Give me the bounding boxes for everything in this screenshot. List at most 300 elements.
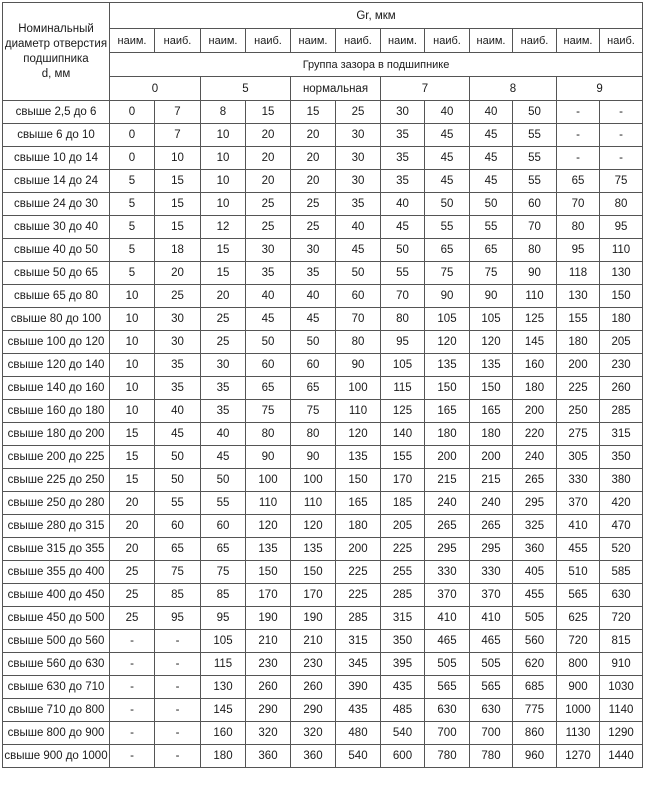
min-clearance-cell: 410 — [557, 515, 600, 538]
min-clearance-cell: 10 — [201, 170, 246, 193]
min-clearance-cell: 35 — [381, 170, 425, 193]
min-clearance-cell: 0 — [110, 124, 155, 147]
min-clearance-cell: 45 — [381, 216, 425, 239]
min-clearance-cell: 180 — [557, 331, 600, 354]
diameter-range-cell: свыше 180 до 200 — [3, 423, 110, 446]
max-clearance-cell: 350 — [600, 446, 643, 469]
max-clearance-cell: 90 — [425, 285, 470, 308]
max-clearance-cell: 630 — [600, 584, 643, 607]
table-row — [3, 262, 643, 285]
max-clearance-cell: 960 — [513, 745, 557, 768]
max-clearance-cell: 150 — [600, 285, 643, 308]
table-row — [3, 630, 643, 653]
min-clearance-cell: 65 — [470, 239, 513, 262]
max-clearance-cell: 30 — [155, 331, 201, 354]
max-clearance-cell: 30 — [246, 239, 291, 262]
max-clearance-cell: 165 — [336, 492, 381, 515]
table-row — [3, 170, 643, 193]
max-clearance-cell: 200 — [336, 538, 381, 561]
max-clearance-cell: 60 — [513, 193, 557, 216]
table-row — [3, 147, 643, 170]
max-clearance-cell: 480 — [336, 722, 381, 745]
min-clearance-cell: 15 — [110, 469, 155, 492]
max-clearance-cell: 560 — [513, 630, 557, 653]
table-row — [3, 423, 643, 446]
min-clearance-cell: 130 — [557, 285, 600, 308]
max-clearance-cell: 240 — [513, 446, 557, 469]
max-clearance-cell: 110 — [600, 239, 643, 262]
max-clearance-cell: 315 — [600, 423, 643, 446]
min-clearance-cell: 275 — [557, 423, 600, 446]
min-clearance-cell: 565 — [470, 676, 513, 699]
max-clearance-cell: 345 — [336, 653, 381, 676]
diameter-range-cell: свыше 50 до 65 — [3, 262, 110, 285]
max-clearance-cell: 860 — [513, 722, 557, 745]
max-clearance-cell: 60 — [155, 515, 201, 538]
min-clearance-cell: 25 — [291, 193, 336, 216]
max-clearance-cell: 420 — [600, 492, 643, 515]
min-clearance-cell: 215 — [470, 469, 513, 492]
min-clearance-cell: 10 — [110, 354, 155, 377]
max-clearance-cell: 50 — [246, 331, 291, 354]
min-header: наим. — [557, 29, 600, 53]
min-clearance-cell: 65 — [291, 377, 336, 400]
min-clearance-cell: 120 — [470, 331, 513, 354]
max-clearance-cell: 95 — [155, 607, 201, 630]
max-clearance-cell: 145 — [513, 331, 557, 354]
max-clearance-cell: 7 — [155, 101, 201, 124]
max-clearance-cell: 685 — [513, 676, 557, 699]
table-row — [3, 239, 643, 262]
min-clearance-cell: 20 — [110, 538, 155, 561]
table-row — [3, 607, 643, 630]
min-clearance-cell: 80 — [381, 308, 425, 331]
max-clearance-cell: 55 — [513, 124, 557, 147]
min-clearance-cell: 1000 — [557, 699, 600, 722]
max-clearance-cell: 315 — [336, 630, 381, 653]
min-clearance-cell: 140 — [381, 423, 425, 446]
diameter-range-cell: свыше 24 до 30 — [3, 193, 110, 216]
max-clearance-cell: 435 — [336, 699, 381, 722]
max-clearance-cell: 100 — [336, 377, 381, 400]
max-clearance-cell: 620 — [513, 653, 557, 676]
min-clearance-cell: 115 — [201, 653, 246, 676]
max-clearance-cell: 135 — [336, 446, 381, 469]
min-clearance-cell: 5 — [110, 170, 155, 193]
table-row — [3, 515, 643, 538]
max-clearance-cell: 65 — [155, 538, 201, 561]
min-clearance-cell: 45 — [291, 308, 336, 331]
max-clearance-cell: 30 — [336, 147, 381, 170]
min-clearance-cell: 170 — [381, 469, 425, 492]
max-clearance-cell: - — [155, 699, 201, 722]
max-clearance-cell: 40 — [246, 285, 291, 308]
max-header: наиб. — [425, 29, 470, 53]
group-header: 0 — [110, 77, 201, 101]
max-clearance-cell: 505 — [425, 653, 470, 676]
max-clearance-cell: 70 — [336, 308, 381, 331]
diameter-range-cell: свыше 2,5 до 6 — [3, 101, 110, 124]
min-clearance-cell: 630 — [470, 699, 513, 722]
min-clearance-cell: 10 — [110, 377, 155, 400]
min-clearance-cell: 100 — [291, 469, 336, 492]
min-clearance-cell: 330 — [557, 469, 600, 492]
table-row — [3, 331, 643, 354]
min-clearance-cell: 35 — [381, 124, 425, 147]
min-clearance-cell: 110 — [291, 492, 336, 515]
min-clearance-cell: 165 — [470, 400, 513, 423]
min-clearance-cell: 70 — [381, 285, 425, 308]
min-clearance-cell: 115 — [381, 377, 425, 400]
min-clearance-cell: 55 — [470, 216, 513, 239]
table-row — [3, 745, 643, 768]
min-clearance-cell: 20 — [110, 515, 155, 538]
max-clearance-cell: 1290 — [600, 722, 643, 745]
max-clearance-cell: - — [155, 676, 201, 699]
max-clearance-cell: 520 — [600, 538, 643, 561]
max-clearance-cell: 105 — [425, 308, 470, 331]
gr-header: Gr, мкм — [110, 3, 643, 29]
min-clearance-cell: 50 — [291, 331, 336, 354]
min-clearance-cell: 25 — [110, 584, 155, 607]
max-clearance-cell: 150 — [246, 561, 291, 584]
max-clearance-cell: 410 — [425, 607, 470, 630]
min-clearance-cell: 155 — [381, 446, 425, 469]
max-clearance-cell: 30 — [336, 170, 381, 193]
diameter-range-cell: свыше 630 до 710 — [3, 676, 110, 699]
max-clearance-cell: 25 — [246, 216, 291, 239]
min-clearance-cell: 510 — [557, 561, 600, 584]
min-clearance-cell: 65 — [201, 538, 246, 561]
min-clearance-cell: 160 — [201, 722, 246, 745]
min-clearance-cell: 40 — [201, 423, 246, 446]
table-row — [3, 193, 643, 216]
max-clearance-cell: 455 — [513, 584, 557, 607]
min-clearance-cell: 25 — [110, 607, 155, 630]
diameter-header-line4: d, мм — [41, 67, 71, 80]
min-clearance-cell: 255 — [381, 561, 425, 584]
max-clearance-cell: 180 — [425, 423, 470, 446]
min-clearance-cell: 780 — [470, 745, 513, 768]
max-clearance-cell: 285 — [600, 400, 643, 423]
min-clearance-cell: - — [557, 101, 600, 124]
min-clearance-cell: 1130 — [557, 722, 600, 745]
max-clearance-cell: 50 — [155, 469, 201, 492]
min-clearance-cell: 20 — [110, 492, 155, 515]
max-clearance-cell: 18 — [155, 239, 201, 262]
min-clearance-cell: 360 — [291, 745, 336, 768]
min-clearance-cell: 900 — [557, 676, 600, 699]
max-clearance-cell: 330 — [425, 561, 470, 584]
min-clearance-cell: 5 — [110, 216, 155, 239]
min-clearance-cell: 410 — [470, 607, 513, 630]
diameter-header — [3, 3, 110, 101]
max-clearance-cell: 215 — [425, 469, 470, 492]
max-clearance-cell: 200 — [425, 446, 470, 469]
min-clearance-cell: 180 — [201, 745, 246, 768]
min-clearance-cell: 15 — [201, 262, 246, 285]
max-clearance-cell: 90 — [246, 446, 291, 469]
min-clearance-cell: 105 — [470, 308, 513, 331]
max-clearance-cell: 55 — [513, 147, 557, 170]
min-clearance-cell: 5 — [110, 262, 155, 285]
max-clearance-cell: 65 — [246, 377, 291, 400]
min-clearance-cell: 225 — [381, 538, 425, 561]
max-clearance-cell: 230 — [600, 354, 643, 377]
min-clearance-cell: 50 — [381, 239, 425, 262]
min-header: наим. — [291, 29, 336, 53]
max-clearance-cell: 405 — [513, 561, 557, 584]
max-clearance-cell: 700 — [425, 722, 470, 745]
min-clearance-cell: 12 — [201, 216, 246, 239]
max-clearance-cell: 95 — [600, 216, 643, 239]
max-clearance-cell: 180 — [600, 308, 643, 331]
min-clearance-cell: 15 — [110, 423, 155, 446]
max-clearance-cell: 205 — [600, 331, 643, 354]
diameter-range-cell: свыше 40 до 50 — [3, 239, 110, 262]
min-clearance-cell: 90 — [470, 285, 513, 308]
table-row — [3, 469, 643, 492]
min-clearance-cell: 65 — [557, 170, 600, 193]
diameter-range-cell: свыше 450 до 500 — [3, 607, 110, 630]
group-title: Группа зазора в подшипнике — [110, 53, 643, 77]
group-header: 7 — [381, 77, 470, 101]
max-clearance-cell: 130 — [600, 262, 643, 285]
min-clearance-cell: 40 — [291, 285, 336, 308]
min-clearance-cell: 190 — [291, 607, 336, 630]
min-clearance-cell: 180 — [470, 423, 513, 446]
max-clearance-cell: 360 — [246, 745, 291, 768]
min-clearance-cell: 75 — [470, 262, 513, 285]
min-clearance-cell: 30 — [291, 239, 336, 262]
max-clearance-cell: 90 — [336, 354, 381, 377]
max-clearance-cell: 7 — [155, 124, 201, 147]
min-clearance-cell: 10 — [201, 147, 246, 170]
min-header: наим. — [201, 29, 246, 53]
max-clearance-cell: 200 — [513, 400, 557, 423]
table-row — [3, 101, 643, 124]
max-clearance-cell: 135 — [246, 538, 291, 561]
max-clearance-cell: 25 — [155, 285, 201, 308]
min-clearance-cell: 80 — [291, 423, 336, 446]
diameter-range-cell: свыше 280 до 315 — [3, 515, 110, 538]
max-clearance-cell: 15 — [155, 216, 201, 239]
diameter-range-cell: свыше 500 до 560 — [3, 630, 110, 653]
table-row — [3, 492, 643, 515]
min-clearance-cell: 95 — [201, 607, 246, 630]
max-header: наиб. — [600, 29, 643, 53]
max-clearance-cell: 565 — [425, 676, 470, 699]
min-clearance-cell: 55 — [381, 262, 425, 285]
min-clearance-cell: 145 — [201, 699, 246, 722]
max-clearance-cell: 60 — [336, 285, 381, 308]
min-clearance-cell: 155 — [557, 308, 600, 331]
max-clearance-cell: 720 — [600, 607, 643, 630]
min-clearance-cell: 80 — [557, 216, 600, 239]
max-clearance-cell: 20 — [246, 124, 291, 147]
diameter-range-cell: свыше 315 до 355 — [3, 538, 110, 561]
max-clearance-cell: 110 — [246, 492, 291, 515]
max-clearance-cell: 75 — [600, 170, 643, 193]
max-clearance-cell: 20 — [246, 170, 291, 193]
min-clearance-cell: 35 — [201, 400, 246, 423]
min-clearance-cell: 55 — [201, 492, 246, 515]
min-clearance-cell: 118 — [557, 262, 600, 285]
min-clearance-cell: 250 — [557, 400, 600, 423]
min-clearance-cell: 135 — [291, 538, 336, 561]
max-clearance-cell: 55 — [155, 492, 201, 515]
min-clearance-cell: 135 — [470, 354, 513, 377]
diameter-header-line2: диаметр отверстия — [4, 37, 108, 50]
min-clearance-cell: 0 — [110, 101, 155, 124]
min-clearance-cell: 35 — [381, 147, 425, 170]
max-clearance-cell: 470 — [600, 515, 643, 538]
max-clearance-cell: 160 — [513, 354, 557, 377]
group-header: 8 — [470, 77, 557, 101]
min-clearance-cell: 40 — [470, 101, 513, 124]
max-clearance-cell: - — [600, 147, 643, 170]
table-row — [3, 354, 643, 377]
min-clearance-cell: 75 — [201, 561, 246, 584]
max-clearance-cell: 30 — [336, 124, 381, 147]
max-header: наиб. — [155, 29, 201, 53]
min-clearance-cell: - — [557, 124, 600, 147]
max-clearance-cell: 320 — [246, 722, 291, 745]
diameter-range-cell: свыше 80 до 100 — [3, 308, 110, 331]
max-clearance-cell: 150 — [336, 469, 381, 492]
min-clearance-cell: 455 — [557, 538, 600, 561]
diameter-range-cell: свыше 355 до 400 — [3, 561, 110, 584]
min-clearance-cell: 20 — [291, 124, 336, 147]
max-clearance-cell: 225 — [336, 584, 381, 607]
max-clearance-cell: 1440 — [600, 745, 643, 768]
min-clearance-cell: 25 — [291, 216, 336, 239]
min-clearance-cell: 25 — [110, 561, 155, 584]
max-header: наиб. — [513, 29, 557, 53]
min-clearance-cell: 700 — [470, 722, 513, 745]
max-clearance-cell: 30 — [155, 308, 201, 331]
max-clearance-cell: 70 — [513, 216, 557, 239]
table-row — [3, 538, 643, 561]
max-clearance-cell: 220 — [513, 423, 557, 446]
max-clearance-cell: 100 — [246, 469, 291, 492]
min-clearance-cell: 240 — [470, 492, 513, 515]
min-clearance-cell: 70 — [557, 193, 600, 216]
table-row — [3, 285, 643, 308]
max-clearance-cell: 15 — [155, 170, 201, 193]
min-clearance-cell: 15 — [201, 239, 246, 262]
table-row — [3, 699, 643, 722]
max-clearance-cell: 295 — [513, 492, 557, 515]
max-clearance-cell: 260 — [600, 377, 643, 400]
min-clearance-cell: 45 — [470, 124, 513, 147]
max-clearance-cell: - — [155, 745, 201, 768]
max-clearance-cell: 150 — [425, 377, 470, 400]
max-clearance-cell: - — [155, 630, 201, 653]
max-clearance-cell: 505 — [513, 607, 557, 630]
max-clearance-cell: 35 — [336, 193, 381, 216]
max-clearance-cell: 25 — [246, 193, 291, 216]
min-clearance-cell: - — [110, 722, 155, 745]
max-clearance-cell: 260 — [246, 676, 291, 699]
min-clearance-cell: 10 — [201, 193, 246, 216]
diameter-range-cell: свыше 560 до 630 — [3, 653, 110, 676]
min-clearance-cell: 370 — [470, 584, 513, 607]
max-clearance-cell: 55 — [425, 216, 470, 239]
min-clearance-cell: 200 — [557, 354, 600, 377]
max-clearance-cell: 50 — [336, 262, 381, 285]
max-clearance-cell: 265 — [425, 515, 470, 538]
min-clearance-cell: 60 — [201, 515, 246, 538]
diameter-range-cell: свыше 10 до 14 — [3, 147, 110, 170]
min-clearance-cell: 85 — [201, 584, 246, 607]
max-clearance-cell: 40 — [425, 101, 470, 124]
max-clearance-cell: 225 — [336, 561, 381, 584]
min-clearance-cell: 25 — [201, 308, 246, 331]
min-header: наим. — [381, 29, 425, 53]
min-clearance-cell: 45 — [470, 147, 513, 170]
min-clearance-cell: 305 — [557, 446, 600, 469]
min-clearance-cell: 10 — [110, 285, 155, 308]
max-clearance-cell: 325 — [513, 515, 557, 538]
diameter-range-cell: свыше 400 до 450 — [3, 584, 110, 607]
table-row — [3, 377, 643, 400]
min-header: наим. — [110, 29, 155, 53]
min-clearance-cell: 205 — [381, 515, 425, 538]
min-clearance-cell: 130 — [201, 676, 246, 699]
max-clearance-cell: 40 — [336, 216, 381, 239]
group-header: 9 — [557, 77, 643, 101]
min-clearance-cell: 10 — [201, 124, 246, 147]
max-clearance-cell: 180 — [336, 515, 381, 538]
min-header: наим. — [470, 29, 513, 53]
max-clearance-cell: 50 — [155, 446, 201, 469]
min-clearance-cell: 150 — [470, 377, 513, 400]
min-clearance-cell: 600 — [381, 745, 425, 768]
min-clearance-cell: 350 — [381, 630, 425, 653]
min-clearance-cell: 330 — [470, 561, 513, 584]
max-clearance-cell: 585 — [600, 561, 643, 584]
min-clearance-cell: 120 — [291, 515, 336, 538]
max-clearance-cell: 45 — [425, 170, 470, 193]
diameter-header-line3: подшипника — [23, 52, 89, 65]
max-clearance-cell: 210 — [246, 630, 291, 653]
diameter-range-cell: свыше 710 до 800 — [3, 699, 110, 722]
max-clearance-cell: 65 — [425, 239, 470, 262]
min-clearance-cell: - — [557, 147, 600, 170]
min-clearance-cell: 265 — [470, 515, 513, 538]
max-clearance-cell: 230 — [246, 653, 291, 676]
min-clearance-cell: 260 — [291, 676, 336, 699]
min-clearance-cell: 15 — [110, 446, 155, 469]
table-row — [3, 722, 643, 745]
max-clearance-cell: 360 — [513, 538, 557, 561]
max-clearance-cell: 45 — [155, 423, 201, 446]
max-clearance-cell: 465 — [425, 630, 470, 653]
max-clearance-cell: 170 — [246, 584, 291, 607]
max-clearance-cell: 55 — [513, 170, 557, 193]
table-row — [3, 653, 643, 676]
max-clearance-cell: 50 — [425, 193, 470, 216]
min-clearance-cell: 0 — [110, 147, 155, 170]
min-clearance-cell: 8 — [201, 101, 246, 124]
min-clearance-cell: 50 — [201, 469, 246, 492]
diameter-header-line1: Номинальный — [18, 22, 94, 35]
min-clearance-cell: 230 — [291, 653, 336, 676]
max-header: наиб. — [246, 29, 291, 53]
max-clearance-cell: 40 — [155, 400, 201, 423]
min-clearance-cell: 105 — [381, 354, 425, 377]
